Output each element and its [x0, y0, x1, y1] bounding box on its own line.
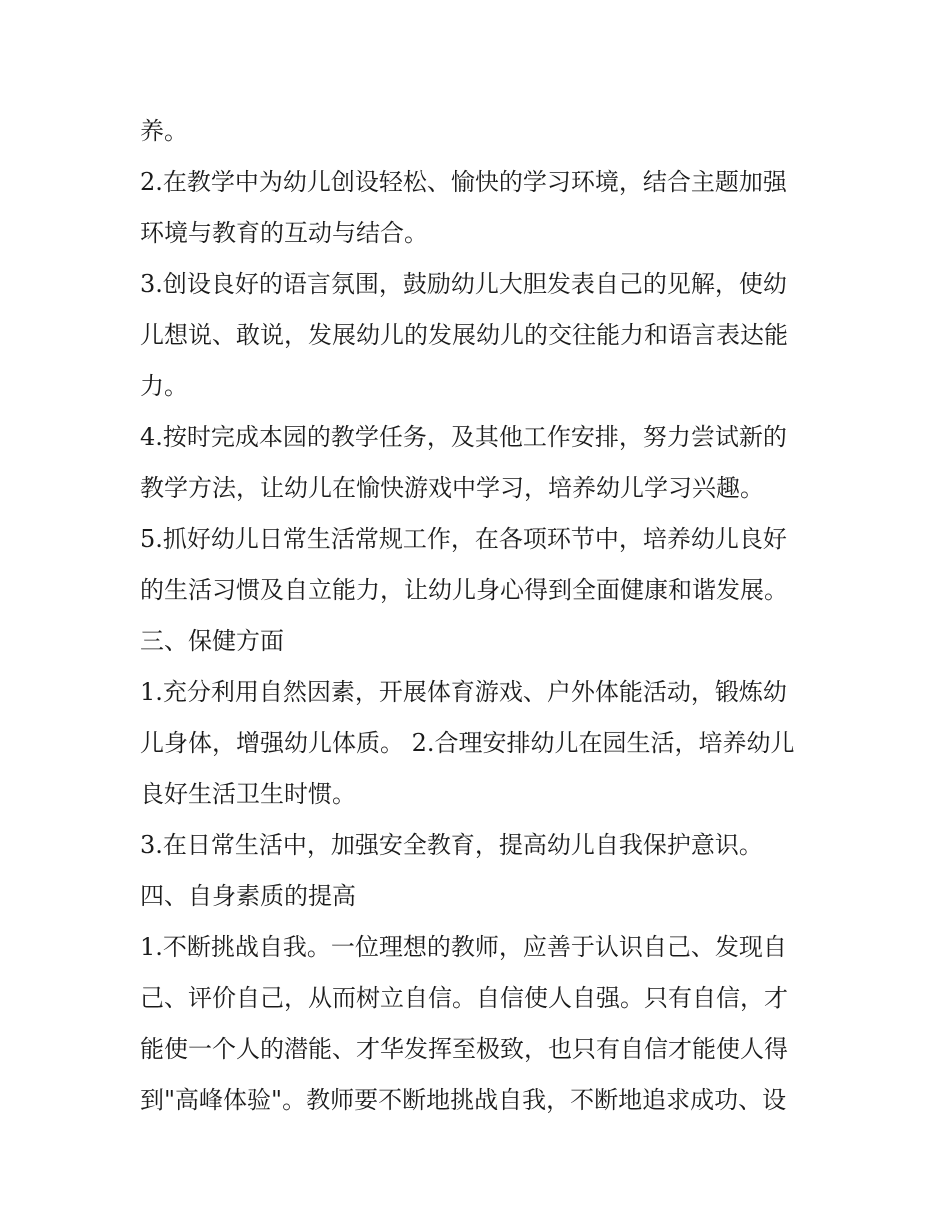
text-line: 力。: [140, 372, 188, 400]
document-page: [140, 106, 820, 1126]
text-line: 3.创设良好的语言氛围，鼓励幼儿大胆发表自己的见解，使幼: [140, 270, 787, 298]
text-line: 3.在日常生活中，加强安全教育，提高幼儿自我保护意识。: [140, 831, 763, 859]
text-line: 4.按时完成本园的教学任务，及其他工作安排，努力尝试新的: [140, 423, 787, 451]
text-line: 的生活习惯及自立能力，让幼儿身心得到全面健康和谐发展。: [140, 576, 788, 604]
text-line: 5.抓好幼儿日常生活常规工作，在各项环节中，培养幼儿良好: [140, 525, 787, 553]
text-line: 到"高峰体验"。教师要不断地挑战自我，不断地追求成功、设: [140, 1086, 787, 1114]
text-line: 教学方法，让幼儿在愉快游戏中学习，培养幼儿学习兴趣。: [140, 474, 764, 502]
section-heading: 四、自身素质的提高: [140, 882, 356, 910]
section-heading: 三、保健方面: [140, 627, 284, 655]
text-line: 1.充分利用自然因素，开展体育游戏、户外体能活动，锻炼幼: [140, 678, 787, 706]
text-line: 1.不断挑战自我。一位理想的教师，应善于认识自己、发现自: [140, 933, 787, 961]
text-line: 儿想说、敢说，发展幼儿的发展幼儿的交往能力和语言表达能: [140, 321, 788, 349]
text-line: 己、评价自己，从而树立自信。自信使人自强。只有自信，才: [140, 984, 788, 1012]
text-line: 良好生活卫生时惯。: [140, 780, 356, 808]
text-line: 能使一个人的潜能、才华发挥至极致，也只有自信才能使人得: [140, 1035, 788, 1063]
text-line: 2.在教学中为幼儿创设轻松、愉快的学习环境，结合主题加强: [140, 168, 787, 196]
text-line: 儿身体，增强幼儿体质。 2.合理安排幼儿在园生活，培养幼儿: [140, 729, 795, 757]
text-line: 养。: [140, 117, 188, 145]
text-line: 环境与教育的互动与结合。: [140, 219, 428, 247]
